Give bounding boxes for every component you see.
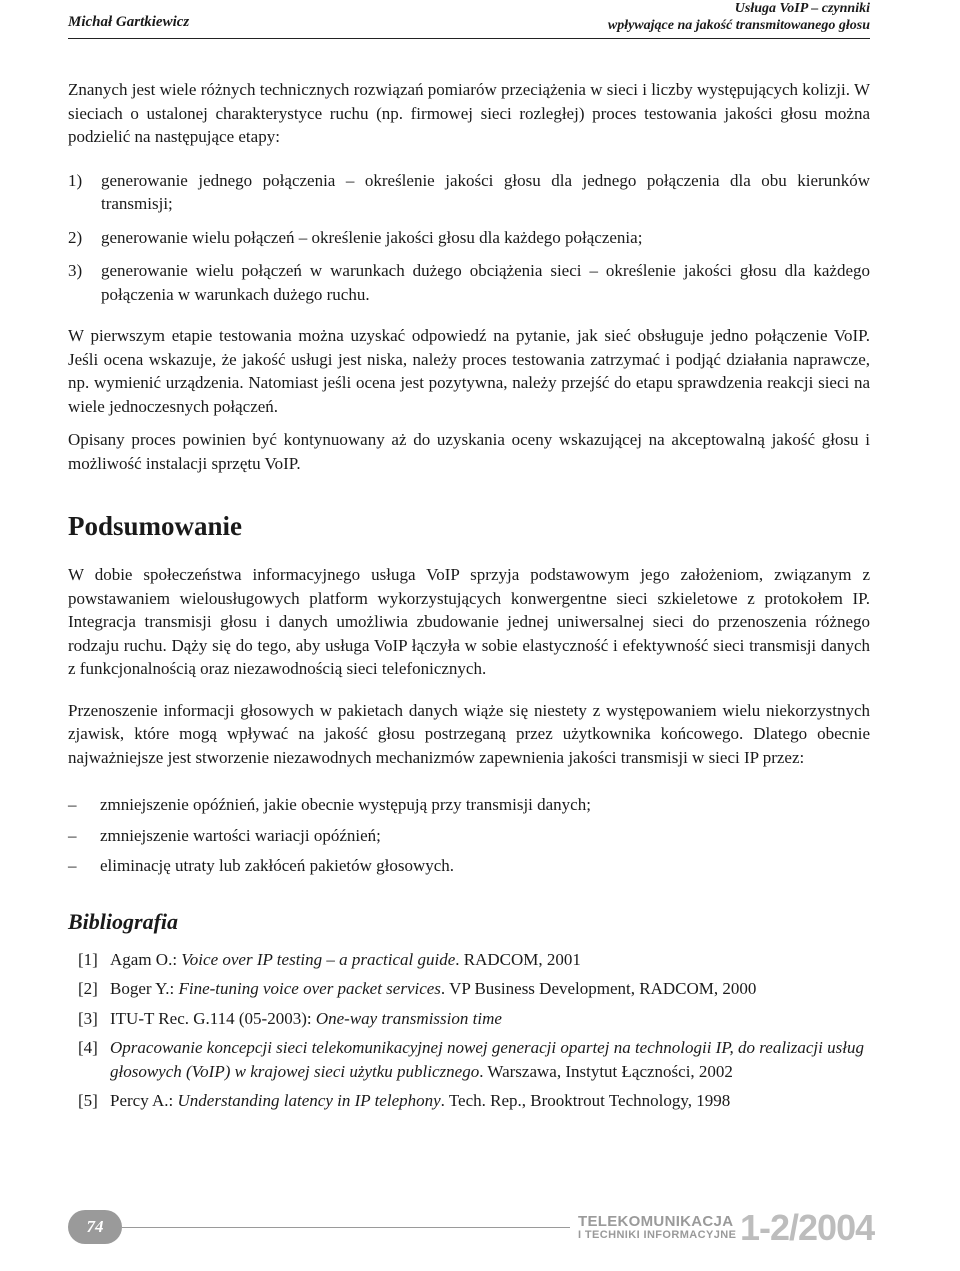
list-item-number: 2) [68,227,83,247]
list-item [68,854,870,878]
journal-name-line2: I TECHNIKI INFORMACYJNE [578,1229,737,1241]
reference-number: [5] [78,1091,98,1110]
testing-steps-list [68,169,870,307]
reference-author: Agam O.: [110,949,182,969]
list-item [68,169,870,216]
reference-title: One-way transmission time [315,1008,502,1028]
summary-paragraph-1: W dobie społeczeństwa informacyjnego usługa VoIP sprzyja podstawowym jego założeniom, związanym z powstawaniem wielousługowych platform wykorzystujących konwergentne sieci szkieletowe z protokołem IP. Integracja transmisji głosu i danych umożliwia zbudowanie jednej uniwersalnej sieci do przenoszenia różnego rodzaju ruchu. Dąży się do tego, aby usługa VoIP łączyła w sobie elastyczność i efektywność sieci transmisji danych z funkcjonalnością oraz niezawodnością sieci telefonicznych. [68,565,870,678]
reference-list [68,948,870,1113]
summary-paragraph-2: Przenoszenie informacji głosowych w pakietach danych wiąże się niestety z występowaniem wielu niekorzystnych zjawisk, które mogą wpływać na jakość głosu postrzeganą przez użytkownika końcowego. Dlatego obecnie najważniejsze jest stworzenie niezawodnych mechanizmów zapewnienia jakości transmisji w sieci IP przez: [68,700,870,767]
quality-measures-list [68,793,870,878]
reference-author: ITU-T Rec. G.114 (05-2003): [110,1008,316,1028]
intro-paragraph: Znanych jest wiele różnych technicznych rozwiązań pomiarów przeciążenia w sieci i liczby występujących kolizji. W sieciach o ustalonej charakterystyce ruchu (np. firmowej sieci rozległej) proces testowania jakości głosu można podzielić na następujące etapy: [68,80,870,146]
paragraph-process: Opisany proces powinien być kontynuowany aż do uzyskania oceny wskazującej na akceptowalną jakość głosu i możliwość instalacji sprzętu VoIP. [68,430,870,473]
page-number-badge: 74 [68,1210,122,1244]
footer-rule [122,1227,570,1228]
header-title-line1: Usługa VoIP – czynniki [734,1,870,16]
page-header [0,0,960,44]
list-item-number: 1) [68,170,83,190]
reference-text [110,1036,870,1083]
reference-number: [1] [78,949,98,969]
list-item-number: 3) [68,261,83,280]
article-body [68,78,870,1119]
issue-number: 1-2/2004 [740,1207,875,1248]
reference-title: Voice over IP testing – a practical guide [181,949,456,969]
reference-title: Understanding latency in IP telephony [177,1091,441,1110]
reference-publisher: . VP Business Development, RADCOM, 2000 [440,979,757,998]
section-heading-bibliography: Bibliografia [68,908,179,934]
reference-item [78,1089,870,1113]
header-title-line2: wpływające na jakość transmitowanego głosu [607,18,870,33]
reference-item [78,977,870,1001]
header-author: Michał Gartkiewicz [68,14,190,30]
journal-name [578,1214,736,1242]
header-rule [68,38,870,39]
reference-author: Boger Y.: [110,979,179,998]
reference-author: Percy A.: [110,1091,178,1110]
reference-item [78,1036,870,1083]
reference-text [110,1089,870,1113]
list-item [68,259,870,306]
list-item [68,226,870,250]
list-item-text: eliminację utraty lub zakłóceń pakietów głosowych. [100,856,455,875]
journal-name-line1: TELEKOMUNIKACJA [578,1213,734,1230]
paragraph-first-stage: W pierwszym etapie testowania można uzyskać odpowiedź na pytanie, jak sieć obsługuje jedno połączenie VoIP. Jeśli ocena wskazuje, że jakość usługi jest niska, należy proces testowania zatrzymać i podjąć działania naprawcze, np. wymienić urządzenia. Natomiast jeśli ocena jest pozytywna, należy przejść do etapu sprawdzenia reakcji sieci na wiele jednoczesnych połączeń. [68,326,870,416]
reference-title: Fine-tuning voice over packet services [178,979,441,998]
header-title [608,0,870,34]
reference-item [78,1007,870,1031]
list-item-text: generowanie wielu połączeń – określenie jakości głosu dla każdego połączenia; [101,227,643,247]
list-item [68,824,870,848]
reference-publisher: . Warszawa, Instytut Łączności, 2002 [479,1061,733,1081]
list-item [68,793,870,817]
reference-text [110,977,870,1001]
list-item-text: zmniejszenie wartości wariacji opóźnień; [100,825,381,845]
reference-number: [4] [78,1038,98,1057]
reference-number: [2] [78,979,98,998]
dash-bullet: – [68,856,77,875]
reference-title: Opracowanie koncepcji sieci telekomunikacyjnej nowej generacji opartej na technologii IP, do realizacji usług głosowych (VoIP) w krajowej sieci użytku publicznego [110,1038,864,1081]
list-item-text: generowanie wielu połączeń w warunkach dużego obciążenia sieci – określenie jakości głosu dla każdego połączenia w warunkach dużego ruchu. [101,261,870,304]
reference-publisher: . RADCOM, 2001 [455,949,581,969]
reference-publisher: . Tech. Rep., Brooktrout Technology, 1998 [440,1091,731,1110]
list-item-text: generowanie jednego połączenia – określenie jakości głosu dla jednego połączenia dla obu kierunków transmisji; [101,170,870,213]
reference-text [110,948,870,972]
page-footer [0,1200,960,1271]
dash-bullet: – [68,825,77,845]
section-heading-summary: Podsumowanie [68,511,243,541]
reference-text [110,1007,870,1031]
reference-item [78,948,870,972]
list-item-text: zmniejszenie opóźnień, jakie obecnie występują przy transmisji danych; [100,795,591,814]
reference-number: [3] [78,1008,98,1028]
dash-bullet: – [68,795,77,814]
